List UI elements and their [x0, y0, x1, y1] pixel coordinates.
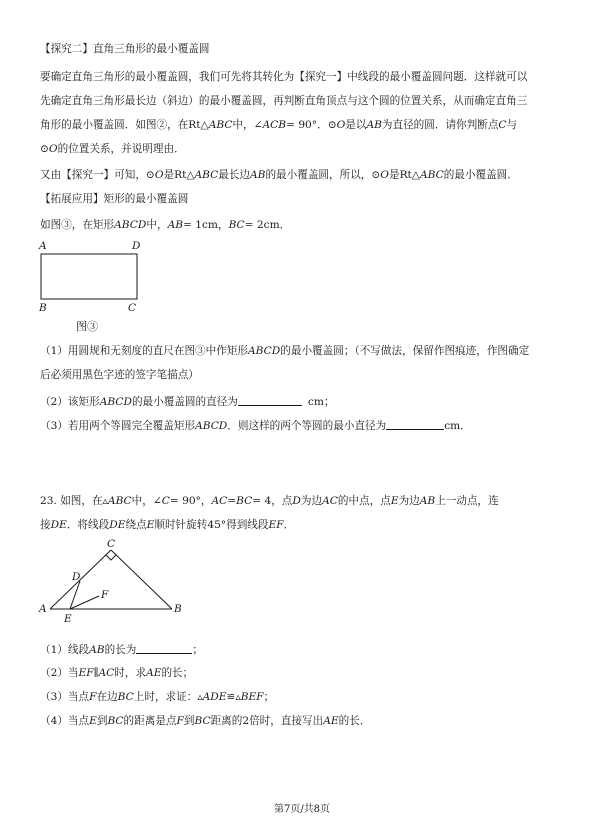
answer-blank-q2[interactable]	[238, 394, 302, 406]
problem23-q1: （1）线段AB的长为 ；	[40, 644, 203, 656]
fig23-label-d: D	[72, 571, 81, 583]
segment-de	[70, 581, 80, 609]
extension-q1-line2: 后必须用黑色字迹的签字笔描点）	[40, 369, 199, 381]
fig3-label-a: A	[39, 240, 47, 252]
problem23-q3: （3）当点F在边BC上时，求证：▵ADE≌▵BEF；	[40, 691, 275, 703]
fig23-label-b: B	[174, 603, 182, 615]
fig23-label-c: C	[107, 538, 116, 550]
section2-heading: 【探究二】直角三角形的最小覆盖圆	[40, 43, 210, 55]
answer-blank-23-q1[interactable]	[136, 642, 192, 654]
right-angle-mark	[106, 555, 116, 560]
page-footer: 第7页/共8页	[273, 804, 331, 815]
extension-given: 如图③，在矩形ABCD中，AB= 1cm，BC= 2cm．	[40, 219, 291, 231]
extension-q3: （3）若用两个等圆完全覆盖矩形ABCD．则这样的两个等圆的最小直径为 cm．	[40, 420, 471, 432]
answer-blank-q3[interactable]	[386, 418, 444, 430]
problem23-line2: 接DE．将线段DE绕点E顺时针旋转45°得到线段EF．	[40, 519, 295, 531]
extension-q2: （2）该矩形ABCD的最小覆盖圆的直径为 cm；	[40, 396, 335, 408]
problem23-q4: （4）当点E到BC的距离是点F到BC距离的2倍时，直接写出AE的长．	[40, 715, 371, 727]
fig23-label-e: E	[64, 613, 72, 625]
extension-heading: 【拓展应用】矩形的最小覆盖圆	[40, 193, 189, 205]
section2-paragraph-line3: 角形的最小覆盖圆．如图②，在Rt△ABC中，∠ACB= 90°．⊙O是以AB为直径的圆．请你判断点C与	[40, 119, 518, 131]
section2-paragraph-line4: ⊙O的位置关系，并说明理由．	[40, 143, 185, 155]
fig23-label-a: A	[39, 603, 47, 615]
extension-q1-line1: （1）用圆规和无刻度的直尺在图③中作矩形ABCD的最小覆盖圆；（不写做法，保留作图痕迹，作图确定	[40, 345, 530, 357]
problem23-line1: 23. 如图，在▵ABC中，∠C= 90°，AC=BC= 4，点D为边AC的中点，点E为边AB上一动点，连	[40, 495, 499, 507]
segment-bc	[111, 550, 172, 609]
fig23-label-f: F	[101, 589, 109, 601]
section2-paragraph-line2: 先确定直角三角形最长边（斜边）的最小覆盖圆，再判断直角顶点与这个圆的位置关系，从而确定直角三	[40, 95, 528, 107]
section2-paragraph-line1: 要确定直角三角形的最小覆盖圆，我们可先将其转化为【探究一】中线段的最小覆盖圆问题．这样就可以	[40, 71, 528, 83]
segment-ef	[70, 596, 99, 609]
fig3-label-d: D	[132, 240, 141, 252]
fig3-label-b: B	[39, 302, 47, 314]
problem23-q2: （2）当EF∥AC时，求AE的长；	[40, 667, 194, 679]
fig3-label-c: C	[128, 302, 137, 314]
fig3-caption: 图③	[76, 320, 98, 333]
rectangle-abcd	[41, 254, 137, 299]
section2-conclusion: 又由【探究一】可知，⊙O是Rt△ABC最长边AB的最小覆盖圆，所以，⊙O是Rt△ABC的最小覆盖圆．	[40, 169, 518, 181]
